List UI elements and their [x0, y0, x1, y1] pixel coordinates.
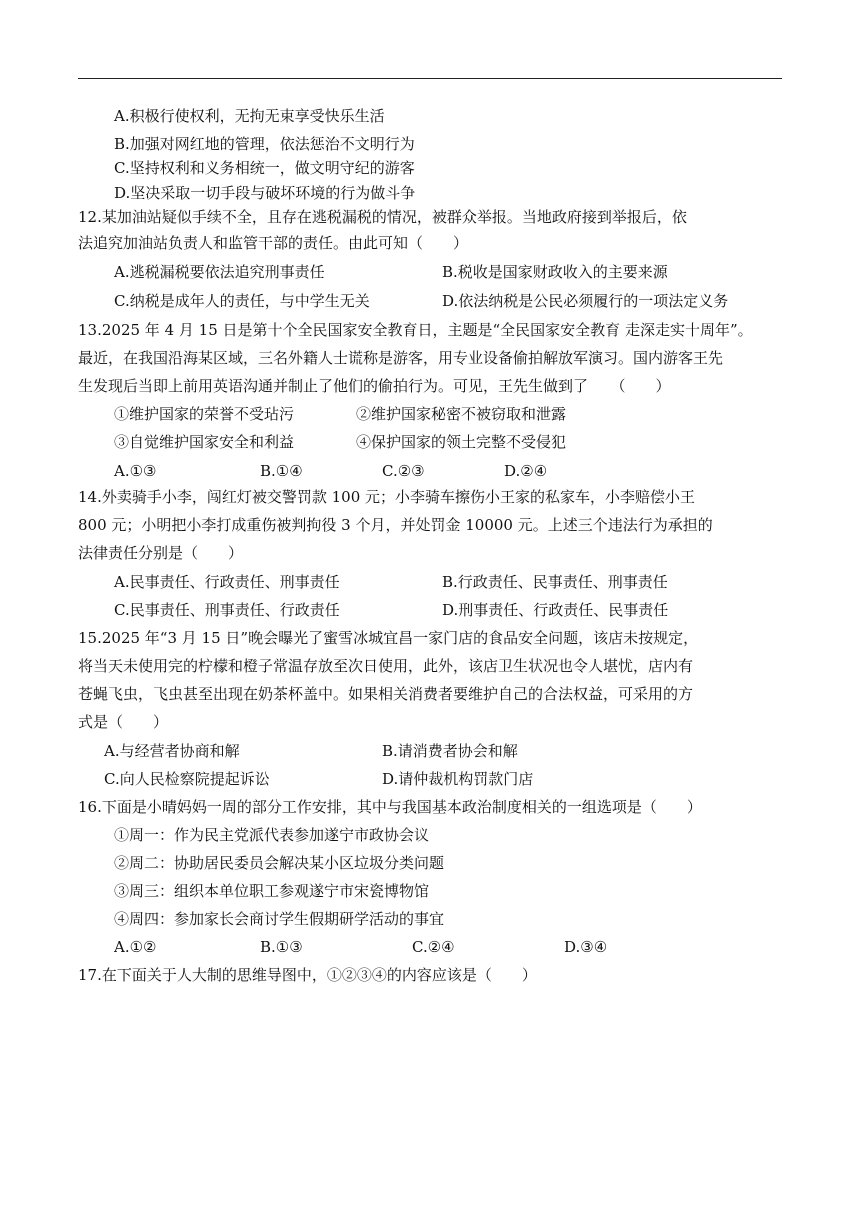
- q16-item-3: ③周三：组织本单位职工参观遂宁市宋瓷博物馆: [114, 882, 430, 900]
- q16-item-1: ①周一：作为民主党派代表参加遂宁市政协会议: [114, 826, 430, 844]
- q14-stem-line-1: 14.外卖骑手小李，闯红灯被交警罚款 100 元；小李骑车擦伤小王家的私家车，小李赔偿小王: [78, 488, 696, 506]
- q13-item-4: ④保护国家的领土完整不受侵犯: [356, 433, 567, 451]
- q11-option-d: D.坚决采取一切手段与破坏环境的行为做斗争: [114, 184, 416, 202]
- q11-option-c: C.坚持权利和义务相统一，做文明守纪的游客: [114, 159, 415, 177]
- q12-option-a: A.逃税漏税要依法追究刑事责任: [114, 263, 325, 281]
- q13-option-a: A.①③: [114, 462, 157, 480]
- q14-option-a: A.民事责任、行政责任、刑事责任: [114, 573, 340, 591]
- q13-stem-line-2: 最近，在我国沿海某区域，三名外籍人士谎称是游客，用专业设备偷拍解放军演习。国内游客王先: [78, 349, 724, 367]
- q14-stem-line-2: 800 元；小明把小李打成重伤被判拘役 3 个月，并处罚金 10000 元。上述三个违法行为承担的: [78, 516, 713, 534]
- q13-stem-line-1: 13.2025 年 4 月 15 日是第十个全民国家安全教育日，主题是“全民国家安全教育 走深走实十周年”。: [78, 321, 753, 339]
- q12-option-b: B.税收是国家财政收入的主要来源: [442, 263, 668, 281]
- q16-option-b: B.①③: [260, 938, 303, 956]
- q15-stem-line-2: 将当天未使用完的柠檬和橙子常温存放至次日使用，此外，该店卫生状况也令人堪忧，店内有: [78, 657, 694, 675]
- q15-option-a: A.与经营者协商和解: [104, 742, 240, 760]
- q11-option-b: B.加强对网红地的管理，依法惩治不文明行为: [114, 135, 415, 153]
- q14-option-c: C.民事责任、刑事责任、行政责任: [114, 601, 340, 619]
- q13-option-d: D.②④: [504, 462, 548, 480]
- q12-option-c: C.纳税是成年人的责任，与中学生无关: [114, 292, 370, 310]
- q12-stem-line-1: 12.某加油站疑似手续不全，且存在逃税漏税的情况，被群众举报。当地政府接到举报后，依: [78, 208, 687, 226]
- q13-item-2: ②维护国家秘密不被窃取和泄露: [356, 405, 567, 423]
- q15-stem-line-1: 15.2025 年“3 月 15 日”晚会曝光了蜜雪冰城宜昌一家门店的食品安全问题，该店未按规定，: [78, 629, 699, 647]
- q15-option-c: C.向人民检察院提起诉讼: [104, 770, 270, 788]
- q12-stem-line-2: 法追究加油站负责人和监管干部的责任。由此可知（ ）: [78, 234, 469, 252]
- q17-stem-line-1: 17.在下面关于人大制的思维导图中，①②③④的内容应该是（ ）: [78, 966, 537, 984]
- q16-option-c: C.②④: [412, 938, 455, 956]
- q16-option-a: A.①②: [114, 938, 157, 956]
- q13-option-b: B.①④: [260, 462, 303, 480]
- q13-stem-line-3: 生发现后当即上前用英语沟通并制止了他们的偷拍行为。可见，王先生做到了 （ ）: [78, 377, 671, 395]
- q13-item-3: ③自觉维护国家安全和利益: [114, 433, 295, 451]
- q15-option-b: B.请消费者协会和解: [382, 742, 518, 760]
- q14-option-d: D.刑事责任、行政责任、民事责任: [442, 601, 669, 619]
- q16-stem-line-1: 16.下面是小晴妈妈一周的部分工作安排，其中与我国基本政治制度相关的一组选项是（ ）: [78, 798, 702, 816]
- q13-item-1: ①维护国家的荣誉不受玷污: [114, 405, 295, 423]
- q16-item-2: ②周二：协助居民委员会解决某小区垃圾分类问题: [114, 854, 445, 872]
- q11-option-a: A.积极行使权利，无拘无束享受快乐生活: [114, 107, 385, 125]
- q14-option-b: B.行政责任、民事责任、刑事责任: [442, 573, 668, 591]
- q12-option-d: D.依法纳税是公民必须履行的一项法定义务: [442, 292, 729, 310]
- q14-stem-line-3: 法律责任分别是（ ）: [78, 544, 244, 562]
- q15-stem-line-3: 苍蝇飞虫，飞虫甚至出现在奶茶杯盖中。如果相关消费者要维护自己的合法权益，可采用的方: [78, 685, 694, 703]
- q16-option-d: D.③④: [564, 938, 608, 956]
- q13-option-c: C.②③: [382, 462, 425, 480]
- header-rule: [78, 78, 782, 79]
- q16-item-4: ④周四：参加家长会商讨学生假期研学活动的事宜: [114, 910, 445, 928]
- q15-stem-line-4: 式是（ ）: [78, 713, 169, 731]
- q15-option-d: D.请仲裁机构罚款门店: [382, 770, 534, 788]
